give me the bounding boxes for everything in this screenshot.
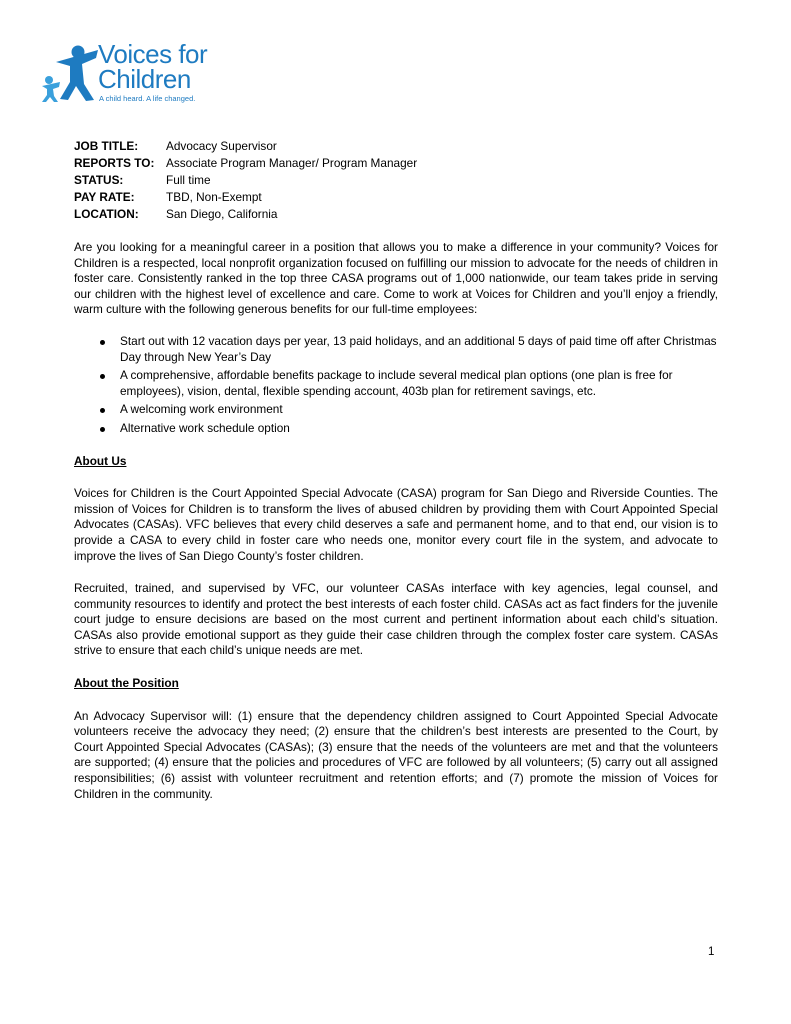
- benefit-text: Alternative work schedule option: [120, 420, 290, 435]
- list-item: [74, 421, 718, 437]
- logo-wordmark: [98, 39, 208, 94]
- page-number: 1: [708, 946, 715, 958]
- child-figures-icon: [40, 44, 102, 102]
- field-label: STATUS:: [74, 173, 124, 187]
- logo-name-line2: Children: [98, 64, 191, 94]
- field-label: JOB TITLE:: [74, 139, 139, 153]
- field-row-location: [74, 206, 718, 223]
- about-us-heading: About Us: [74, 453, 127, 468]
- about-us-paragraph-1: Voices for Children is the Court Appointed Special Advocate (CASA) program for San Diego and Riverside Counties. The mission of Voices for Children is to transform the lives of abused children by providing them with Court Appointed Special Advocates (CASAs). VFC believes that every child deserves a safe and permanent home, and to that end, our vision is to provide a CASA to every child in foster care who needs one, monitor every court file in the system, and advocate to improve the lives of San Diego County’s foster children.: [74, 486, 718, 563]
- logo-tagline: A child heard. A life changed.: [99, 94, 196, 103]
- field-value: TBD, Non-Exempt: [166, 190, 262, 204]
- document-content: [74, 138, 718, 802]
- field-value: Associate Program Manager/ Program Manager: [166, 156, 418, 170]
- field-value: Advocacy Supervisor: [166, 139, 277, 153]
- field-row-reports-to: [74, 155, 718, 172]
- about-position-paragraph: An Advocacy Supervisor will: (1) ensure that the dependency children assigned to Court Appointed Special Advocate volunteers receive the advocacy they need; (2) ensure that the children’s best interests are presented to the Court, by Court Appointed Special Advocates (CASAs); (3) ensure that the needs of the volunteers are met and that the volunteers are supported; (4) ensure that the policies and procedures of VFC are followed by all volunteers; (5) carry out all assigned responsibilities; (6) assist with volunteer recruitment and retention efforts; and (7) promote the mission of Voices for Children in the community.: [74, 708, 718, 801]
- list-item: [74, 334, 718, 365]
- field-row-status: [74, 172, 718, 189]
- field-label: PAY RATE:: [74, 190, 135, 204]
- bullet-icon: [100, 408, 105, 413]
- list-item: [74, 402, 718, 418]
- logo-name-line1: Voices for: [98, 39, 208, 69]
- benefit-text: Start out with 12 vacation days per year, 13 paid holidays, and an additional 5 days of paid time off after Christmas Day through New Year’s Day: [120, 333, 717, 364]
- about-us-paragraph-2: Recruited, trained, and supervised by VFC, our volunteer CASAs interface with key agencies, legal counsel, and community resources to identify and protect the best interests of each foster child. CASAs act as fact finders for the juvenile court judge to ensure decisions are based on the most current and pertinent information about each child’s situation. CASAs also provide emotional support as they guide their case children through the complex foster care system. CASAs strive to ensure that each child’s unique needs are met.: [74, 581, 718, 658]
- job-fields: [74, 138, 718, 223]
- field-row-pay-rate: [74, 189, 718, 206]
- benefits-list: [74, 334, 718, 437]
- benefit-text: A welcoming work environment: [120, 402, 283, 417]
- bullet-icon: [100, 374, 105, 379]
- field-value: San Diego, California: [166, 207, 278, 221]
- voices-for-children-logo: [40, 39, 230, 106]
- list-item: [74, 368, 718, 399]
- field-label: REPORTS TO:: [74, 156, 155, 170]
- benefit-text: A comprehensive, affordable benefits package to include several medical plan options (one plan is free for employees), vision, dental, flexible spending account, 403b plan for retirement savings, etc.: [120, 368, 673, 398]
- bullet-icon: [100, 340, 105, 345]
- intro-paragraph: Are you looking for a meaningful career in a position that allows you to make a difference in your community? Voices for Children is a respected, local nonprofit organization focused on fulfilling our mission to advocate for the needs of children in foster care. Consistently ranked in the top three CASA programs out of 1,000 nationwide, our team takes pride in serving our children with the highest level of excellence and care. Come to work at Voices for Children and you’ll enjoy a friendly, warm culture with the following generous benefits for our full-time employees:: [74, 240, 718, 317]
- field-label: LOCATION:: [74, 207, 139, 221]
- field-value: Full time: [166, 173, 211, 187]
- field-row-job-title: [74, 138, 718, 155]
- about-position-heading: About the Position: [74, 676, 179, 691]
- bullet-icon: [100, 427, 105, 432]
